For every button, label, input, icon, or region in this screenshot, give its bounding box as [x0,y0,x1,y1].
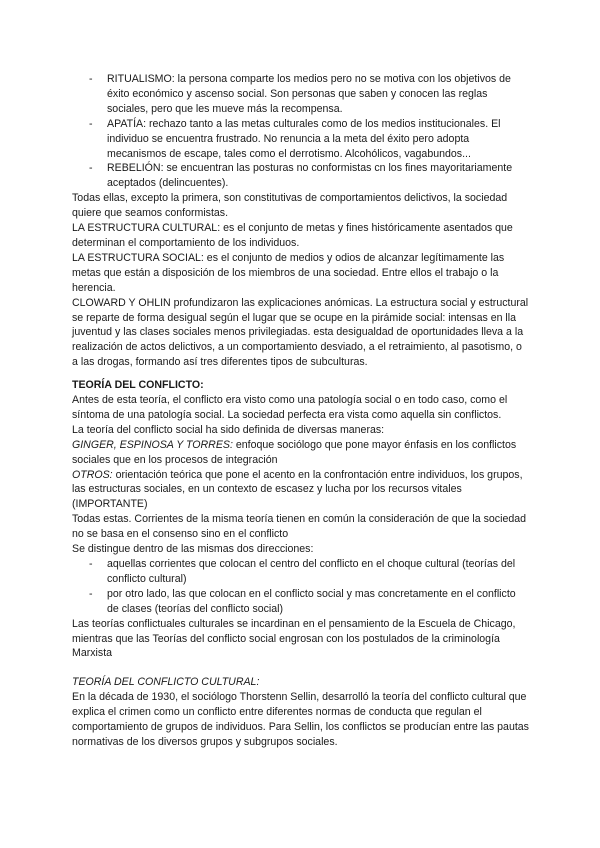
list-item-text: APATÍA: rechazo tanto a las metas culturales como de los medios institucionales. El individuo se encuentra frustrado. No renuncia a la meta del éxito pero adopta mecanismos de escape, tales como el derrotismo. Alcohólicos, vagabundos... [107,117,501,160]
paragraph-antes: Antes de esta teoría, el conflicto era visto como una patología social o en todo caso, como el síntoma de una patología social. La sociedad perfecta era vista como aquella sin conflictos. [72,394,508,421]
paragraph-todas-ellas: Todas ellas, excepto la primera, son constitutivas de comportamientos delictivos, la sociedad quiere que seamos conformistas. [72,192,508,220]
paragraph-direcciones: Se distingue dentro de las mismas dos direcciones: [72,543,314,556]
list-item-rebelion [72,161,530,191]
list-item-text: por otro lado, las que colocan en el conflicto social y mas concretamente en el conflicto de clases (teorías del conflicto social) [107,587,516,615]
list-item-apatia [72,117,530,162]
heading-conflicto-cultural: TEORÍA DEL CONFLICTO CULTURAL: [72,676,260,689]
dash-bullet: - [89,117,93,130]
dash-bullet: - [89,558,93,570]
paragraph-ginger [72,438,530,468]
document-page [72,72,530,750]
paragraph-escuela-chicago: Las teorías conflictuales culturales se incardinan en el pensamiento de la Escuela de Chicago, mientras que las Teorías del conflicto social engrosan con los postulados de la criminología Marxista [72,617,516,660]
list-item-ritualismo [72,72,530,117]
paragraph-definida: La teoría del conflicto social ha sido definida de diversas maneras: [72,423,385,436]
list-item-choque-cultural [72,557,530,587]
list-item-conflicto-social [72,587,530,617]
paragraph-sellin: En la década de 1930, el sociólogo Thorstenn Sellin, desarrolló la teoría del conflicto cultural que explica el crimen como un conflicto entre diferentes normas de conducta que regulan el comportamiento de grupos de individuos. Para Sellin, los conflictos se producían entre las pautas normativas de los diversos grupos y subgrupos sociales. [72,691,529,748]
otros-label: OTROS: [72,468,113,481]
paragraph-estructura-cultural: LA ESTRUCTURA CULTURAL: es el conjunto de metas y fines históricamente asentados que determinan el comportamiento de los individuos. [72,222,513,249]
heading-teoria-conflicto: TEORÍA DEL CONFLICTO: [72,379,204,392]
otros-text: orientación teórica que pone el acento en la confrontación entre individuos, los grupos, las estructuras sociales, en un contexto de escasez y lucha por los recursos vitales (IMPORTANTE) [72,468,523,511]
list-item-text: RITUALISMO: la persona comparte los medios pero no se motiva con los objetivos de éxito económico y ascenso social. Son personas que saben y conocen las reglas sociales, pero que les mueve más la recompensa. [107,73,511,115]
list-item-text: aquellas corrientes que colocan el centro del conflicto en el choque cultural (teorías del conflicto cultural) [107,558,516,585]
dash-bullet: - [89,73,93,85]
ginger-text: enfoque sociólogo que pone mayor énfasis en los conflictos sociales que en los procesos de integración [72,438,517,466]
spacer [72,661,530,675]
ginger-label: GINGER, ESPINOSA Y TORRES: [72,438,233,451]
paragraph-cloward-ohlin: CLOWARD Y OHLIN profundizaron las explicaciones anómicas. La estructura social y estructural se reparte de forma desigual según el lugar que se ocupe en la pirámide social: intensas en lla juventud y las clases sociales menos privilegiadas. esta desigualdad de oportunidades lleva a la realización de actos delictivos, a un comportamiento desviado, a el retraimiento, al pasotismo, o a las drogas, formando así tres diferentes tipos de subculturas. [72,296,529,369]
paragraph-otros [72,468,530,513]
dash-bullet: - [89,587,93,600]
dash-bullet: - [89,162,93,175]
paragraph-todas-estas: Todas estas. Corrientes de la misma teoría tienen en común la consideración de que la sociedad no se basa en el consenso sino en el conflicto [72,513,527,541]
list-item-text: REBELIÓN: se encuentran las posturas no conformistas cn los fines mayoritariamente aceptados (delincuentes). [107,162,513,190]
paragraph-estructura-social: LA ESTRUCTURA SOCIAL: es el conjunto de medios y odios de alcanzar legítimamente las metas que están a disposición de los miembros de una sociedad. Entre ellos el trabajo o la herencia. [72,251,505,294]
